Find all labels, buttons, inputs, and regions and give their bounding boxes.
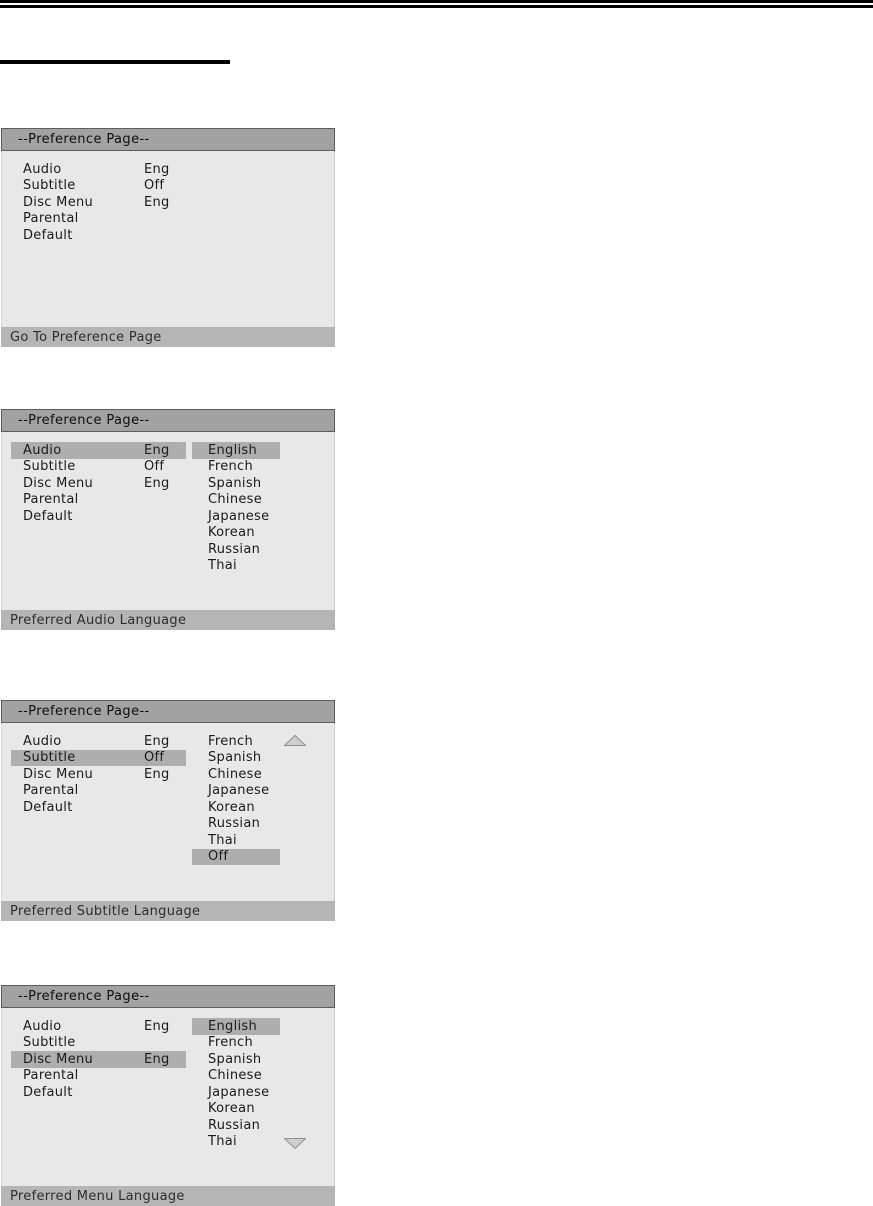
panel-body xyxy=(1,723,335,901)
preference-page-panel xyxy=(1,985,335,1206)
menu-item-parental[interactable] xyxy=(11,211,186,228)
language-list xyxy=(192,442,280,574)
status-text: Go To Preference Page xyxy=(10,329,162,345)
menu-item-disc-menu[interactable] xyxy=(11,766,186,783)
menu-item-label: Parental xyxy=(23,783,79,799)
menu-item-label: Default xyxy=(23,799,73,815)
menu-item-parental[interactable] xyxy=(11,492,186,509)
menu-item-label: Subtitle xyxy=(23,750,76,766)
panel-title: --Preference Page-- xyxy=(18,704,150,719)
option-thai[interactable]: Thai xyxy=(208,1134,237,1150)
menu-item-value: Off xyxy=(144,459,165,475)
menu-item-value: Eng xyxy=(144,1051,170,1067)
option-thai[interactable]: Thai xyxy=(208,558,237,574)
menu-item-value: Eng xyxy=(144,194,170,210)
panel-title: --Preference Page-- xyxy=(18,413,150,428)
menu-item-default[interactable] xyxy=(11,799,186,816)
menu-column xyxy=(11,161,186,244)
option-french[interactable]: French xyxy=(208,1035,254,1051)
option-spanish[interactable]: Spanish xyxy=(208,750,262,766)
menu-item-value: Eng xyxy=(144,161,170,177)
menu-column xyxy=(11,442,186,525)
menu-item-label: Disc Menu xyxy=(23,766,94,782)
scroll-down-icon[interactable] xyxy=(284,1138,306,1149)
menu-item-value: Off xyxy=(144,750,165,766)
status-text: Preferred Menu Language xyxy=(10,1188,185,1204)
option-french[interactable]: French xyxy=(208,459,254,475)
option-russian[interactable]: Russian xyxy=(208,541,261,557)
preference-page-panel xyxy=(1,409,335,630)
status-bar xyxy=(1,901,335,921)
panel-body xyxy=(1,1008,335,1186)
menu-column xyxy=(11,1018,186,1101)
menu-item-label: Subtitle xyxy=(23,178,76,194)
option-french[interactable]: French xyxy=(208,733,254,749)
menu-item-default[interactable] xyxy=(11,1084,186,1101)
menu-item-label: Parental xyxy=(23,492,79,508)
menu-item-label: Disc Menu xyxy=(23,1051,94,1067)
page-top-rule-lower xyxy=(0,5,873,8)
page-top-rule-upper xyxy=(0,0,873,3)
option-thai[interactable]: Thai xyxy=(208,832,237,848)
panel-body xyxy=(1,151,335,327)
option-japanese[interactable]: Japanese xyxy=(208,783,270,799)
panel-title-bar xyxy=(1,700,335,723)
option-chinese[interactable]: Chinese xyxy=(208,492,263,508)
menu-item-subtitle[interactable] xyxy=(11,750,186,767)
menu-item-value: Eng xyxy=(144,733,170,749)
menu-item-default[interactable] xyxy=(11,227,186,244)
menu-item-label: Subtitle xyxy=(23,459,76,475)
panel-title: --Preference Page-- xyxy=(18,989,150,1004)
option-chinese[interactable]: Chinese xyxy=(208,1068,263,1084)
menu-item-label: Default xyxy=(23,1084,73,1100)
option-english[interactable]: English xyxy=(192,442,280,459)
panel-body xyxy=(1,432,335,610)
menu-item-label: Default xyxy=(23,227,73,243)
option-japanese[interactable]: Japanese xyxy=(208,508,270,524)
menu-item-subtitle[interactable] xyxy=(11,459,186,476)
menu-item-disc-menu[interactable] xyxy=(11,194,186,211)
menu-item-label: Disc Menu xyxy=(23,194,94,210)
option-off[interactable]: Off xyxy=(192,849,280,866)
option-spanish[interactable]: Spanish xyxy=(208,475,262,491)
option-korean[interactable]: Korean xyxy=(208,1101,255,1117)
menu-item-subtitle[interactable] xyxy=(11,1035,186,1052)
scroll-up-icon[interactable] xyxy=(284,735,306,746)
panel-title: --Preference Page-- xyxy=(18,132,150,147)
language-list xyxy=(192,733,280,865)
language-list xyxy=(192,1018,280,1150)
menu-item-value: Eng xyxy=(144,1018,170,1034)
menu-item-audio[interactable] xyxy=(11,161,186,178)
menu-item-subtitle[interactable] xyxy=(11,178,186,195)
menu-item-disc-menu[interactable] xyxy=(11,475,186,492)
option-korean[interactable]: Korean xyxy=(208,525,255,541)
status-bar xyxy=(1,610,335,630)
menu-item-audio[interactable] xyxy=(11,442,186,459)
option-russian[interactable]: Russian xyxy=(208,816,261,832)
menu-item-value: Eng xyxy=(144,442,170,458)
menu-item-parental[interactable] xyxy=(11,1068,186,1085)
option-spanish[interactable]: Spanish xyxy=(208,1051,262,1067)
option-chinese[interactable]: Chinese xyxy=(208,766,263,782)
option-japanese[interactable]: Japanese xyxy=(208,1084,270,1100)
section-heading-rule xyxy=(0,60,230,64)
status-bar xyxy=(1,1186,335,1206)
menu-item-label: Audio xyxy=(23,1018,62,1034)
option-korean[interactable]: Korean xyxy=(208,799,255,815)
status-bar xyxy=(1,327,335,347)
panel-title-bar xyxy=(1,409,335,432)
menu-item-value: Off xyxy=(144,178,165,194)
menu-column xyxy=(11,733,186,816)
menu-item-audio[interactable] xyxy=(11,1018,186,1035)
menu-item-label: Parental xyxy=(23,211,79,227)
menu-item-label: Disc Menu xyxy=(23,475,94,491)
menu-item-label: Parental xyxy=(23,1068,79,1084)
menu-item-disc-menu[interactable] xyxy=(11,1051,186,1068)
menu-item-parental[interactable] xyxy=(11,783,186,800)
menu-item-label: Audio xyxy=(23,442,62,458)
menu-item-default[interactable] xyxy=(11,508,186,525)
panel-title-bar xyxy=(1,128,335,151)
menu-item-value: Eng xyxy=(144,766,170,782)
status-text: Preferred Audio Language xyxy=(10,612,187,628)
menu-item-label: Default xyxy=(23,508,73,524)
option-english[interactable]: English xyxy=(192,1018,280,1035)
status-text: Preferred Subtitle Language xyxy=(10,903,201,919)
panel-title-bar xyxy=(1,985,335,1008)
menu-item-label: Subtitle xyxy=(23,1035,76,1051)
menu-item-audio[interactable] xyxy=(11,733,186,750)
menu-item-value: Eng xyxy=(144,475,170,491)
preference-page-panel xyxy=(1,128,335,347)
option-russian[interactable]: Russian xyxy=(208,1117,261,1133)
menu-item-label: Audio xyxy=(23,161,62,177)
menu-item-label: Audio xyxy=(23,733,62,749)
preference-page-panel xyxy=(1,700,335,921)
